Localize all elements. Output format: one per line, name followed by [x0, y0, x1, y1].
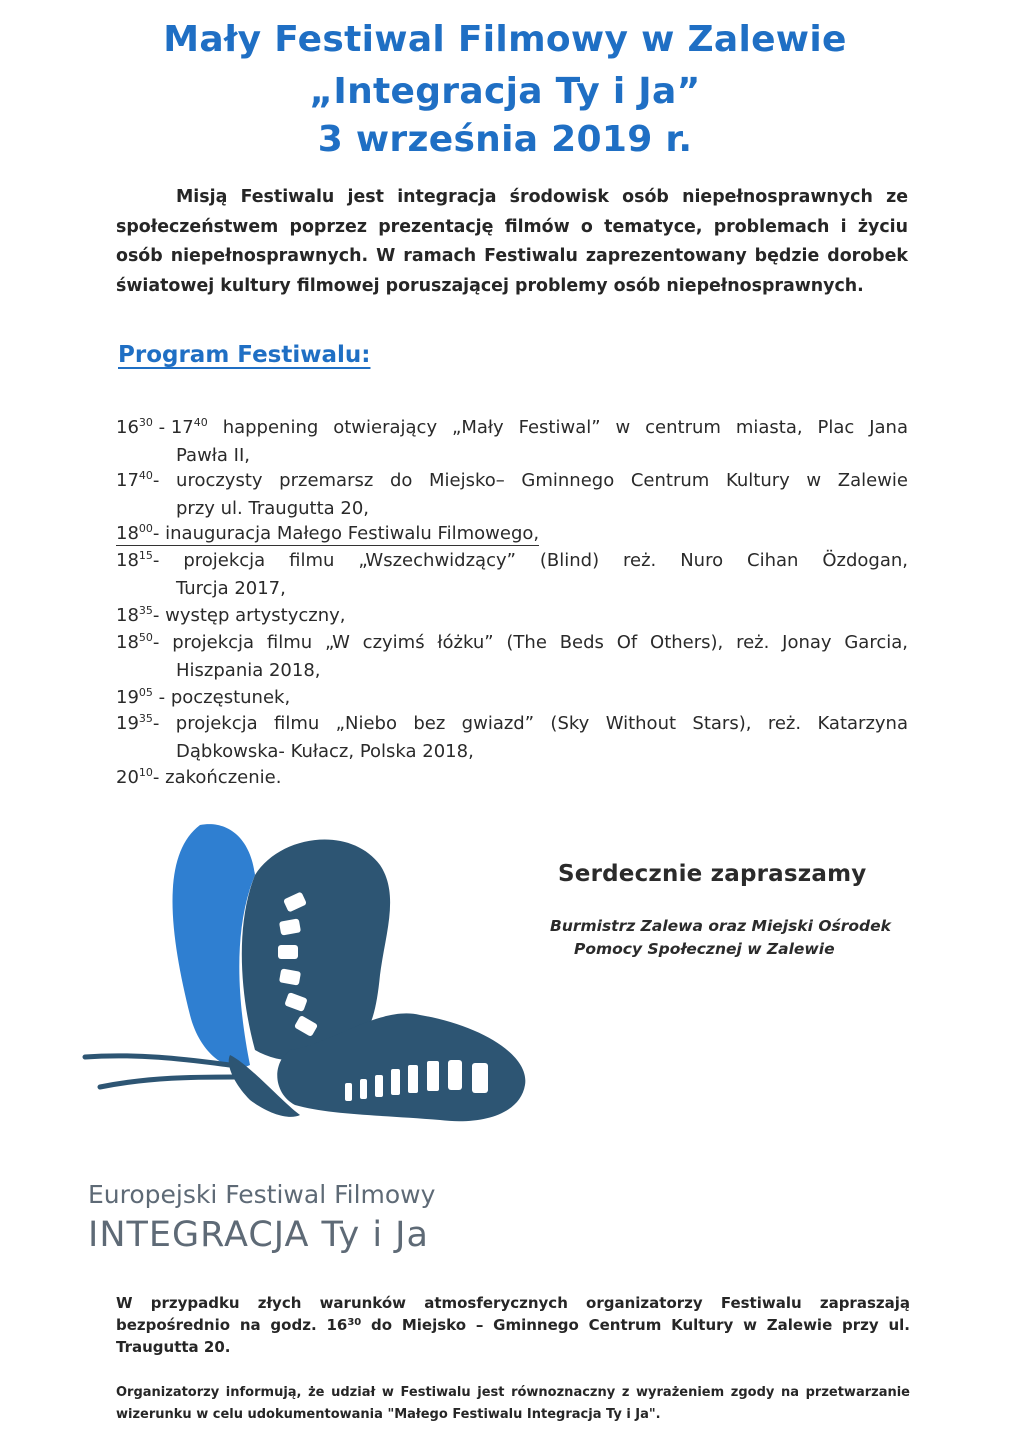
signature-line-1: Burmistrz Zalewa oraz Miejski Ośrodek — [550, 917, 891, 935]
festival-title: Mały Festiwal Filmowy w Zalewie — [163, 19, 847, 60]
invitation-heading: Serdecznie zapraszamy — [558, 861, 867, 887]
schedule-item: $19^{05}$ - poczęstunek, — [116, 686, 291, 708]
logo-text-festival: Europejski Festiwal Filmowy — [88, 1180, 436, 1209]
butterfly-film-reel-icon — [80, 815, 540, 1145]
schedule-item: $19^{35}-$ projekcja filmu „Niebo bez gwiazd” (Sky Without Stars), reż. Katarzyna Dąbkowska- Kułacz, Polska 2018, — [116, 712, 908, 762]
consent-note: Organizatorzy informują, że udział w Festiwalu jest równoznaczny z wyrażeniem zgody na przetwarzanie wizerunku w celu udokumentowania "Małego Festiwalu Integracja Ty i Ja". — [116, 1385, 910, 1422]
schedule-item: $18^{50}-$ projekcja filmu „W czyimś łóżku” (The Beds Of Others), reż. Jonay Garcia, Hiszpania 2018, — [116, 631, 908, 681]
schedule-item: $18^{35}-$ występ artystyczny, — [116, 604, 346, 626]
schedule-item: $20^{10}-$ zakończenie. — [116, 766, 282, 788]
schedule-item: $16^{30} - 17^{40}$ happening otwierający „Mały Festiwal” w centrum miasta, Plac Jana Pawła II, — [116, 416, 908, 466]
weather-note: W przypadku złych warunków atmosferycznych organizatorzy Festiwalu zapraszają bezpośrednio na godz. $16^{30}$ do Miejsko – Gminnego Centrum Kultury w Zalewie przy ul. Traugutta 20. — [116, 1294, 910, 1356]
festival-subtitle: „Integracja Ty i Ja” — [309, 71, 701, 112]
schedule-item: $17^{40}-$ uroczysty przemarsz do Miejsko– Gminnego Centrum Kultury w Zalewie przy ul. Traugutta 20, — [116, 469, 908, 519]
program-heading: Program Festiwalu: — [118, 342, 371, 368]
signature-line-2: Pomocy Społecznej w Zalewie — [574, 940, 835, 958]
logo-text-integracja: INTEGRACJA Ty i Ja — [88, 1215, 429, 1255]
schedule-item: $18^{00}-$ inauguracja Małego Festiwalu Filmowego, — [116, 522, 540, 544]
festival-date: 3 września 2019 r. — [317, 119, 693, 160]
schedule-item: $18^{15}-$ projekcja filmu „Wszechwidzący” (Blind) reż. Nuro Cihan Özdogan, Turcja 2017, — [116, 549, 908, 599]
mission-paragraph: Misją Festiwalu jest integracja środowisk osób niepełnosprawnych ze społeczeństwem poprzez prezentację filmów o tematyce, problemach i życiu osób niepełnosprawnych. W ramach Festiwalu zaprezentowany będzie dorobek światowej kultury filmowej poruszającej problemy osób niepełnosprawnych. — [116, 187, 908, 296]
